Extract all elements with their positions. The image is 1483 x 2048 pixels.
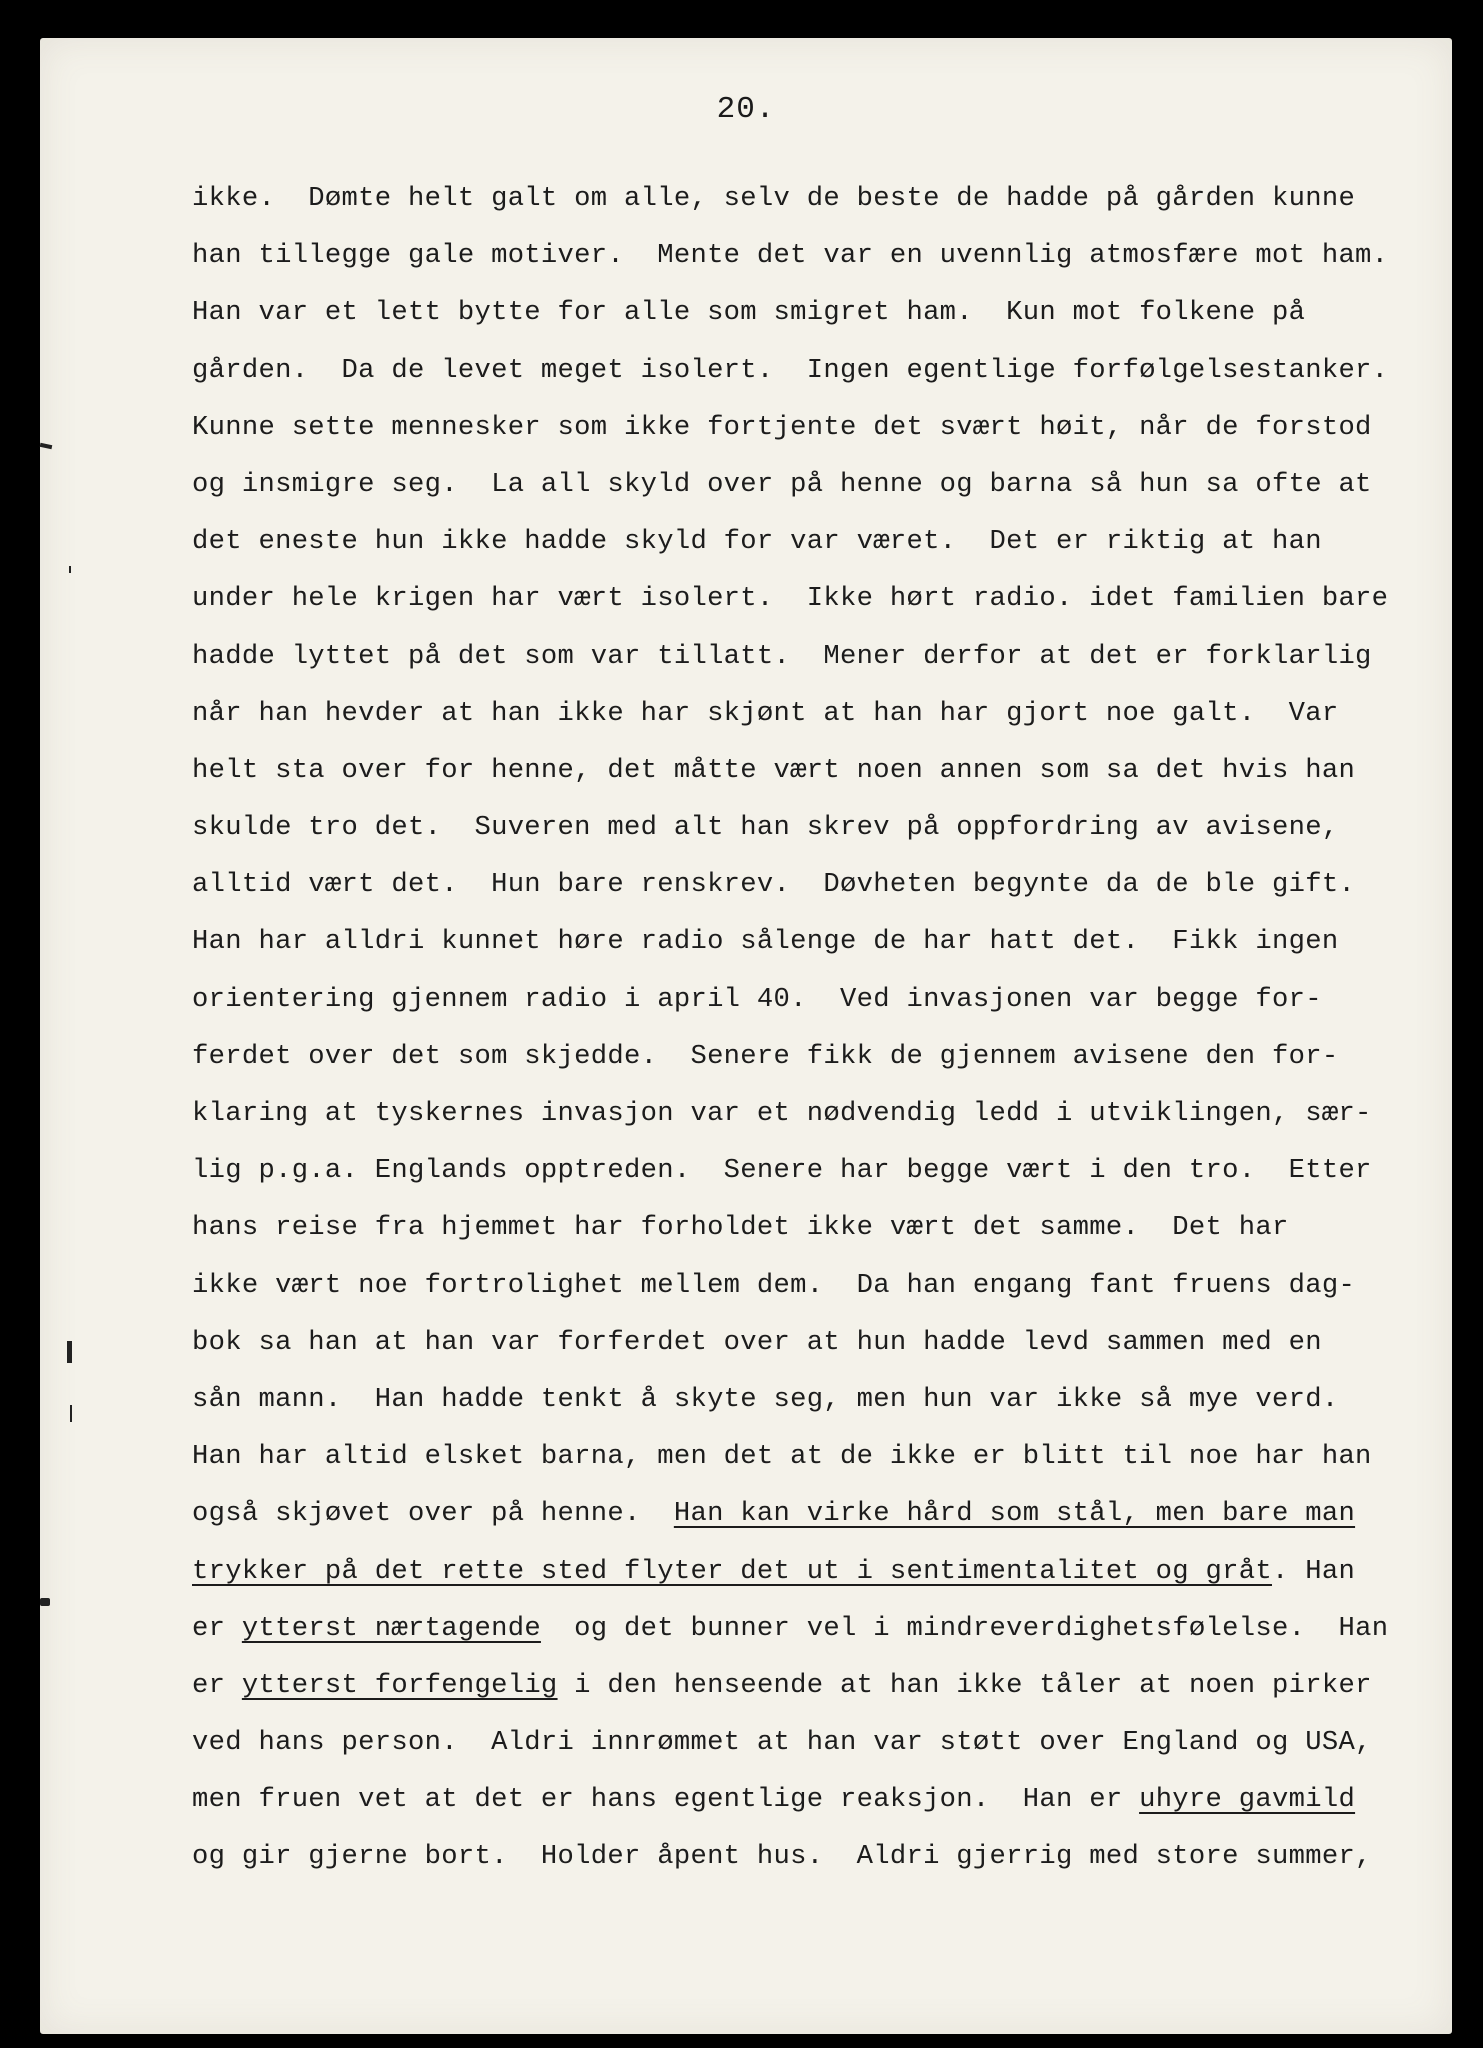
text-segment: Han har alldri kunnet høre radio sålenge de har hatt det. Fikk ingen [192, 926, 1339, 958]
margin-mark [40, 443, 53, 449]
text-segment: ikke vært noe fortrolighet mellem dem. Da han engang fant fruens dag- [192, 1269, 1356, 1301]
text-line [192, 628, 1452, 685]
body-text [192, 170, 1452, 1886]
text-segment: klaring at tyskernes invasjon var et nødvendig ledd i utviklingen, sær- [192, 1098, 1372, 1129]
text-line [192, 1714, 1452, 1771]
text-segment: gården. Da de levet meget isolert. Ingen egentlige forfølgelsestanker. [192, 354, 1389, 386]
text-line [192, 1314, 1452, 1371]
text-segment: orientering gjennem radio i april 40. Ved invasjonen var begge for- [192, 983, 1322, 1015]
text-line [192, 170, 1452, 227]
text-line [192, 1085, 1452, 1142]
text-line [192, 1771, 1452, 1828]
text-segment: helt sta over for henne, det måtte vært noen annen som sa det hvis han [192, 754, 1356, 786]
text-segment: bok sa han at han var forferdet over at hun hadde levd sammen med en [192, 1326, 1322, 1358]
text-line [192, 1371, 1452, 1428]
text-segment: hadde lyttet på det som var tillatt. Mener derfor at det er forklarlig [192, 640, 1372, 672]
text-line [192, 971, 1452, 1028]
document-page [40, 38, 1452, 2034]
text-segment: det eneste hun ikke hadde skyld for var været. Det er riktig at han [192, 526, 1322, 558]
margin-mark [67, 1341, 72, 1363]
margin-mark [69, 566, 71, 573]
text-segment: han tillegge gale motiver. Mente det var en uvennlig atmosfære mot ham. [192, 240, 1389, 272]
text-line [192, 1543, 1452, 1600]
text-segment: alltid vært det. Hun bare renskrev. Døvheten begynte da de ble gift. [192, 869, 1356, 901]
text-segment: ferdet over det som skjedde. Senere fikk de gjennem avisene den for- [192, 1040, 1339, 1072]
underlined-text: trykker på det rette sted flyter det ut i sentimentalitet og gråt [192, 1555, 1272, 1587]
text-segment: ved hans person. Aldri innrømmet at han var støtt over England og USA, [192, 1727, 1372, 1759]
text-segment: Kunne sette mennesker som ikke fortjente det svært høit, når de forstod [192, 411, 1372, 443]
text-segment: hans reise fra hjemmet har forholdet ikke vært det samme. Det har [192, 1212, 1289, 1244]
text-line [192, 227, 1452, 284]
text-line [192, 342, 1452, 399]
text-line [192, 1828, 1452, 1885]
text-line [192, 1657, 1452, 1714]
underlined-text: Han kan virke hård som stål, men bare man [673, 1498, 1356, 1530]
text-segment: lig p.g.a. Englands opptreden. Senere har begge vært i den tro. Etter [192, 1155, 1372, 1187]
text-line [192, 1142, 1452, 1199]
text-segment: og insmigre seg. La all skyld over på henne og barna så hun sa ofte at [192, 468, 1372, 500]
text-segment: . Han [1271, 1555, 1356, 1587]
text-line [192, 1600, 1452, 1657]
text-segment: og det bunner vel i mindreverdighetsfølelse. Han [540, 1612, 1389, 1644]
underlined-text: ytterst nærtagende [241, 1612, 541, 1644]
underlined-text: uhyre gavmild [1139, 1784, 1356, 1816]
text-line [192, 284, 1452, 341]
text-segment: under hele krigen har vært isolert. Ikke hørt radio. idet familien bare [192, 583, 1389, 615]
text-line [192, 1199, 1452, 1256]
text-line [192, 685, 1452, 742]
text-segment: men fruen vet at det er hans egentlige reaksjon. Han er [192, 1784, 1140, 1816]
text-line [192, 856, 1452, 913]
text-line [192, 1485, 1452, 1542]
margin-mark [70, 1405, 72, 1422]
text-line [192, 1028, 1452, 1085]
text-line [192, 456, 1452, 513]
text-segment: Han har altid elsket barna, men det at de ikke er blitt til noe har han [192, 1441, 1372, 1473]
page-number: 20. [716, 92, 776, 127]
text-segment: er [192, 1612, 242, 1644]
text-line [192, 399, 1452, 456]
text-segment: i den henseende at han ikke tåler at noen pirker [557, 1669, 1372, 1701]
text-segment: ikke. Dømte helt galt om alle, selv de beste de hadde på gården kunne [192, 183, 1356, 214]
text-segment: når han hevder at han ikke har skjønt at han har gjort noe galt. Var [192, 697, 1339, 729]
text-line [192, 513, 1452, 570]
text-segment: skulde tro det. Suveren med alt han skrev på oppfordring av avisene, [192, 812, 1339, 844]
text-segment: sån mann. Han hadde tenkt å skyte seg, men hun var ikke så mye verd. [192, 1383, 1339, 1415]
text-line [192, 1428, 1452, 1485]
text-line [192, 913, 1452, 970]
underlined-text: ytterst forfengelig [241, 1669, 558, 1701]
text-line [192, 570, 1452, 627]
text-segment: og gir gjerne bort. Holder åpent hus. Aldri gjerrig med store summer, [192, 1841, 1372, 1873]
text-line [192, 1257, 1452, 1314]
text-line [192, 742, 1452, 799]
margin-mark [40, 1598, 50, 1606]
text-line [192, 799, 1452, 856]
text-segment: er [192, 1669, 242, 1701]
text-segment: også skjøvet over på henne. [192, 1498, 674, 1530]
text-segment: Han var et lett bytte for alle som smigret ham. Kun mot folkene på [192, 297, 1306, 329]
